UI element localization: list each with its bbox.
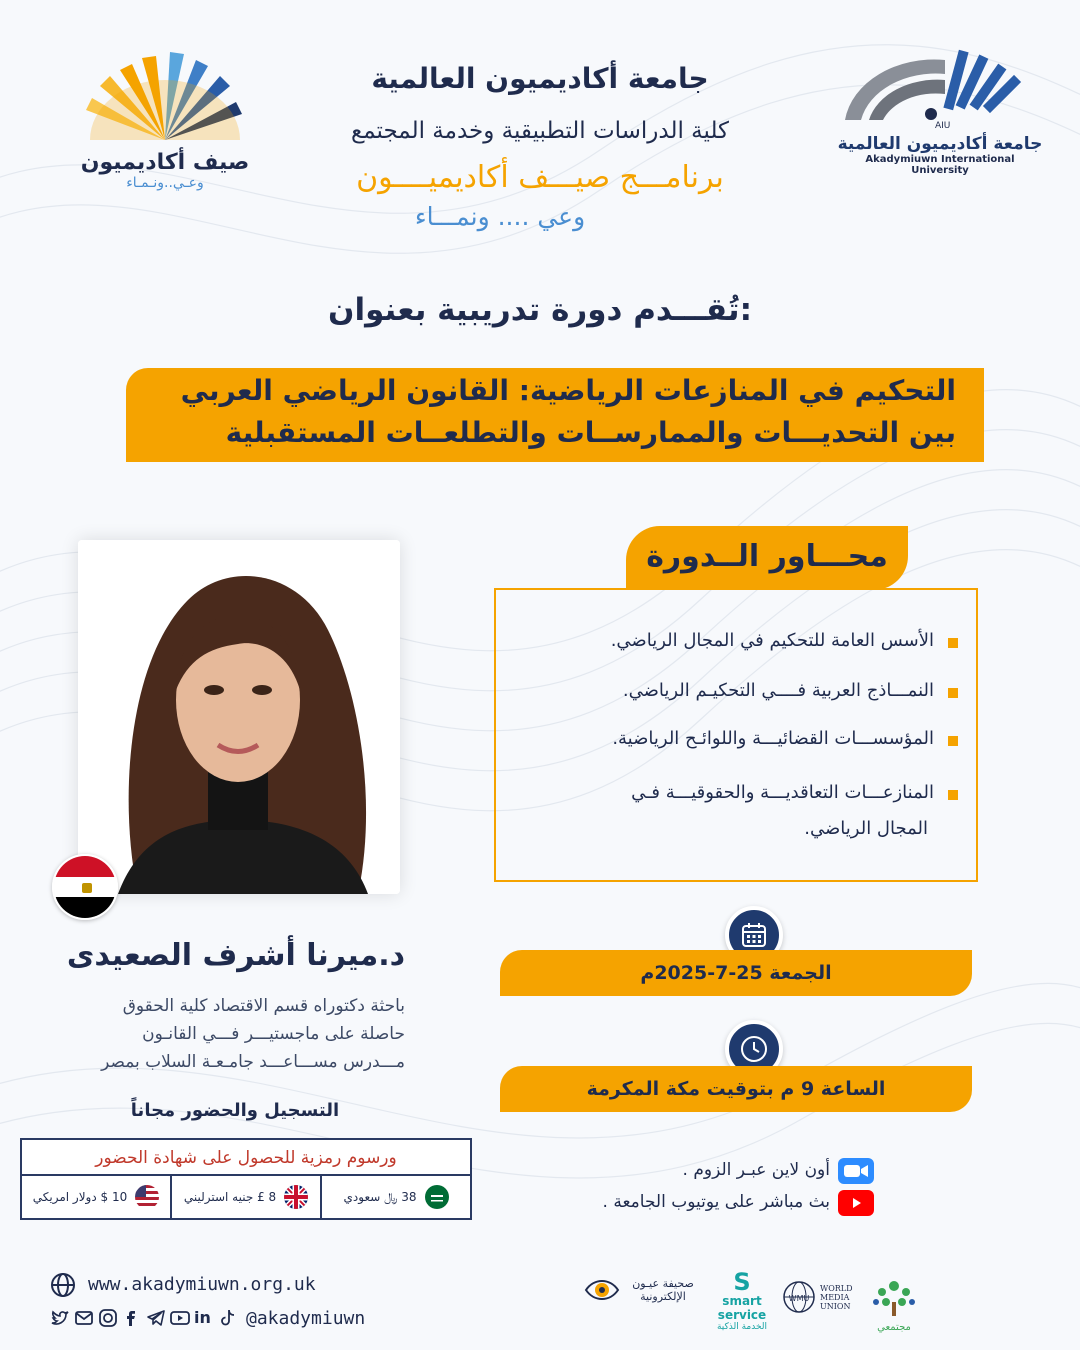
website-link[interactable]: www.akadymiuwn.org.uk bbox=[88, 1274, 316, 1295]
telegram-icon[interactable] bbox=[146, 1308, 166, 1328]
course-title-line1: التحكيم في المنازعات الرياضية: القانون الرياضي العربي bbox=[180, 374, 956, 407]
fee-usd bbox=[22, 1176, 172, 1218]
fees-row bbox=[22, 1176, 470, 1218]
summer-program-logo bbox=[60, 40, 270, 200]
time-banner: الساعة 9 م بتوقيت مكة المكرمة bbox=[500, 1066, 972, 1112]
youtube-small-icon[interactable] bbox=[170, 1308, 190, 1328]
course-title-line2: بين التحديـــات والممارســات والتطلعــات المستقبلية bbox=[225, 416, 956, 449]
uk-flag-icon bbox=[284, 1185, 308, 1209]
speaker-bio-line1: باحثة دكتوراه قسم الاقتصاد كلية الحقوق bbox=[122, 996, 405, 1016]
presents-heading: تُقـــدم دورة تدريبية بعنوان: bbox=[328, 292, 752, 328]
topic-item: المؤسســـات القضائيـــة واللوائـح الرياضية. bbox=[612, 728, 934, 749]
email-icon[interactable] bbox=[74, 1308, 94, 1328]
social-icons bbox=[50, 1308, 238, 1328]
twitter-icon[interactable] bbox=[50, 1308, 70, 1328]
usa-flag-icon bbox=[135, 1185, 159, 1209]
wmu-text bbox=[820, 1284, 853, 1311]
topic-item-continuation: المجال الرياضي. bbox=[804, 818, 928, 839]
globe-icon bbox=[50, 1272, 76, 1302]
speaker-bio-line3: مـــدرس مســـاعـــد جامـعـة السلاب بمصر bbox=[101, 1052, 405, 1072]
topics-box bbox=[494, 588, 978, 882]
fees-table bbox=[20, 1138, 472, 1220]
speaker-bio bbox=[60, 992, 405, 1076]
mujtamai-label: مجتمعي bbox=[877, 1322, 911, 1333]
topic-item: المنازعـــات التعاقديـــة والحقوقيـــة فـي bbox=[631, 782, 934, 803]
wmu-emblem-icon bbox=[782, 1280, 816, 1314]
fee-usd-label: 10 $ دولار امريكي bbox=[32, 1190, 128, 1204]
university-logo bbox=[835, 40, 1045, 176]
faculty-name: كلية الدراسات التطبيقية وخدمة المجتمع bbox=[350, 118, 730, 144]
date-banner: الجمعة 25-7-2025م bbox=[500, 950, 972, 996]
university-emblem-icon bbox=[835, 40, 1045, 130]
wmu-line3: UNION bbox=[820, 1301, 851, 1311]
speaker-photo bbox=[78, 540, 400, 894]
zoom-label: أون لاين عبـر الزوم . bbox=[682, 1160, 830, 1180]
fee-sar bbox=[322, 1176, 470, 1218]
topic-item: النمـــاذج العربية فــــي التحكيـم الرياضي. bbox=[622, 680, 934, 701]
course-title-banner bbox=[126, 368, 984, 462]
speaker-portrait-image bbox=[78, 540, 400, 894]
speaker-name: د.ميرنا أشرف الصعيدى bbox=[66, 938, 405, 973]
summer-logo-subtitle: وعـي..ونـمـاء bbox=[126, 175, 204, 191]
smart-s-icon: S bbox=[733, 1268, 751, 1296]
fee-gbp-label: 8 £ جنيه استرليني bbox=[183, 1190, 277, 1204]
tiktok-icon[interactable] bbox=[218, 1308, 238, 1328]
instagram-icon[interactable] bbox=[98, 1308, 118, 1328]
smart-service-logo bbox=[712, 1270, 772, 1332]
aiu-abbr: AIU bbox=[935, 121, 951, 130]
social-handle[interactable]: @akadymiuwn bbox=[246, 1308, 366, 1329]
eye-icon bbox=[584, 1272, 620, 1308]
eyoon-logo bbox=[584, 1272, 704, 1308]
egypt-flag-icon bbox=[52, 854, 118, 920]
world-media-union-logo bbox=[782, 1280, 862, 1314]
topic-item: الأسس العامة للتحكيم في المجال الرياضي. bbox=[610, 630, 934, 651]
smart-service-sub: الخدمة الذكية bbox=[716, 1322, 768, 1332]
wmu-abbr: WMU bbox=[788, 1294, 810, 1303]
program-motto: وعي .... ونمـــاء bbox=[414, 202, 586, 231]
youtube-icon bbox=[838, 1190, 874, 1216]
linkedin-icon[interactable]: in bbox=[194, 1308, 211, 1327]
topics-heading: محـــاور الــدورة bbox=[626, 526, 908, 590]
wmu-line1: WORLD bbox=[820, 1283, 853, 1293]
smart-service-label: smart service bbox=[717, 1294, 767, 1322]
fee-sar-label: 38 ﷼ سعودي bbox=[343, 1189, 417, 1204]
zoom-icon bbox=[838, 1158, 874, 1184]
university-logo-ar: جامعة أكاديميون العالمية bbox=[837, 134, 1043, 154]
wmu-line2: MEDIA bbox=[820, 1292, 850, 1302]
sun-rays-icon bbox=[60, 40, 270, 150]
mujtamai-logo bbox=[866, 1276, 922, 1333]
free-registration-label: التسجيل والحضور مجاناً bbox=[130, 1100, 340, 1121]
youtube-label: بث مباشر على يوتيوب الجامعة . bbox=[602, 1192, 830, 1212]
summer-logo-title: صيف أكاديميون bbox=[80, 150, 250, 175]
tree-people-icon bbox=[866, 1276, 922, 1318]
program-name: برنامـــج صيـــف أكاديميــــون bbox=[356, 160, 724, 195]
university-logo-en: Akadymiuwn International University bbox=[865, 154, 1015, 176]
fee-gbp bbox=[172, 1176, 322, 1218]
saudi-flag-icon bbox=[425, 1185, 449, 1209]
eyoon-label: صحيفة عيـون الإلكترونية bbox=[632, 1277, 694, 1303]
speaker-bio-line2: حاصلة على ماجستيـــر فـــي القانـون bbox=[142, 1024, 405, 1044]
facebook-icon[interactable] bbox=[122, 1308, 142, 1328]
university-name: جامعة أكاديميون العالمية bbox=[371, 62, 709, 95]
fees-title: ورسوم رمزية للحصول على شهادة الحضور bbox=[22, 1140, 470, 1176]
